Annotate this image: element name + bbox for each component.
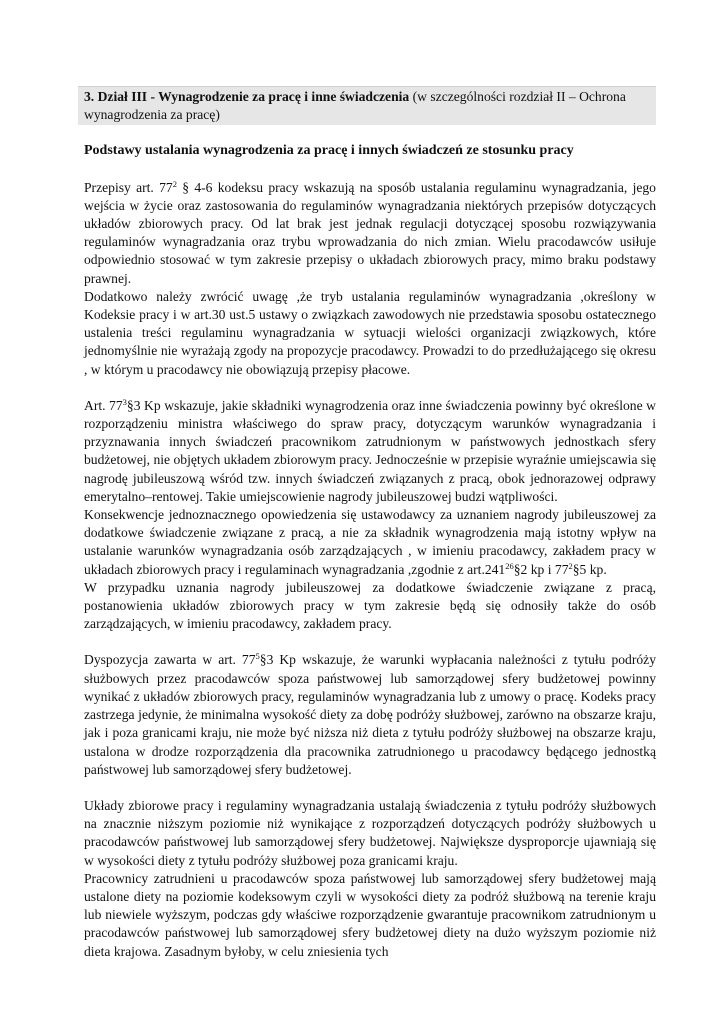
paragraph-1 <box>78 179 656 288</box>
section-heading <box>78 86 656 125</box>
p3-superscript: 3 <box>122 396 127 407</box>
paragraph-2: Dodatkowo należy zwrócić uwagę ,że tryb ustalania regulaminów wynagradzania ,określony w Kodeksie pracy i w art.30 ust.5 ustawy o związkach zawodowych nie przedstawia sposobu ostatecznego ustalenia treści regulaminu wynagradzania w sytuacji wielości organizacji związkowych, które jednomyślnie nie wyrażają zgody na propozycje pracodawcy. Prowadzi to do przedłużającego się okresu , w którym u pracodawcy nie obowiązują przepisy płacowe. <box>84 288 656 377</box>
p6-text-a: Dyspozycja zawarta w art. 77 <box>84 652 256 668</box>
p4-superscript-2: 2 <box>568 560 573 571</box>
p3-text-a: Art. 77 <box>84 397 123 413</box>
p3-text-b: §3 Kp wskazuje, jakie składniki wynagrodzenia oraz inne świadczenia powinny być określone w rozporządzeniu ministra właściwego do spraw pracy, dotyczącym warunków wynagradzania i przyznawania innych świadczeń pracownikom zatrudnionym w państwowych jednostkach sfery budżetowej, nie objętych układem zbiorowym pracy. Jednocześnie w przepisie wyraźnie umiejscawia się nagrodę jubileuszową wśród tzw. innych świadczeń związanych z pracą, obok jednorazowej odprawy emerytalno–rentowej. Takie umiejscowienie nagrody jubileuszowej budzi wątpliwości. <box>84 397 656 504</box>
section-heading-note: (w szczególności rozdział II – Ochrona wynagrodzenia za pracę) <box>84 89 626 123</box>
paragraph-8: Pracownicy zatrudnieni u pracodawców spoza państwowej lub samorządowej sfery budżetowej mają ustalone diety na poziomie kodeksowym czyli w wysokości diety za podróż służbową na terenie kraju lub niewiele wyższym, podczas gdy właściwe rozporządzenie gwarantuje pracownikom zatrudnionym u pracodawców państwowej lub samorządowej sfery budżetowej diety na dużo wyższym poziomie niż dieta krajowa. Zasadnym byłoby, w celu zniesienia tych <box>84 870 656 959</box>
p4-superscript-1: 26 <box>505 560 514 571</box>
spacer <box>78 161 656 179</box>
paragraph-6 <box>78 651 656 778</box>
paragraph-5: W przypadku uznania nagrody jubileuszowej za dodatkowe świadczenie związane z pracą, postanowienia układów zbiorowych pracy w tym zakresie będą się odnosiły także do osób zarządzających, w imieniu pracodawcy, zakładem pracy. <box>84 579 656 632</box>
spacer <box>78 779 656 797</box>
spacer <box>78 633 656 651</box>
document-subtitle: Podstawy ustalania wynagrodzenia za pracę i innych świadczeń ze stosunku pracy <box>84 143 574 159</box>
p6-text-b: §3 Kp wskazuje, że warunki wypłacania należności z tytułu podróży służbowych przez pracodawców spoza państwowej lub samorządowej sfery budżetowej powinny wynikać z układów zbiorowych pracy, regulaminów wynagradzania lub z umowy o pracę. Kodeks pracy zastrzega jedynie, że minimalna wysokość diety za dobę podróży służbowej, zarówno na obszarze kraju, jak i poza granicami kraju, nie może być niższa niż dieta z tytułu podróży służbowej na obszarze kraju, ustalona w drodze rozporządzenia dla pracownika zatrudnionego u pracodawcy będącego jednostką państwowej lub samorządowej sfery budżetowej. <box>84 652 656 777</box>
paragraph-4 <box>78 506 656 579</box>
section-heading-title: 3. Dział III - Wynagrodzenie za pracę i inne świadczenia <box>84 89 410 104</box>
document-page <box>78 86 656 961</box>
paragraph-7: Układy zbiorowe pracy i regulaminy wynagradzania ustalają świadczenia z tytułu podróży służbowych na znacznie niższym poziomie niż wynikające z rozporządzeń dotyczących podróży służbowych u pracodawców państwowej lub samorządowej sfery budżetowej. Największe dysproporcje ujawniają się w wysokości diety z tytułu podróży służbowej poza granicami kraju. <box>84 797 656 868</box>
p4-text-a: Konsekwencje jednoznacznego opowiedzenia się ustawodawcy za uznaniem nagrody jubileuszowej za dodatkowe świadczenie związane z pracą, a nie za składnik wynagrodzenia mają istotny wpływ na ustalanie warunków wynagradzania osób zarządzających , w imieniu pracodawcy, zakładem pracy w układach zbiorowych pracy i regulaminach wynagradzania ,zgodnie z art.241 <box>84 507 656 577</box>
paragraph-3 <box>78 397 656 506</box>
p1-superscript: 2 <box>172 178 177 189</box>
p1-text-a: Przepisy art. 77 <box>84 179 173 195</box>
p4-text-b: §2 kp i 77 <box>513 561 569 577</box>
p1-text-b: § 4-6 kodeksu pracy wskazują na sposób ustalania regulaminu wynagradzania, jego wejścia w życie oraz zastosowania do regulaminów wynagradzania niektórych przepisów dotyczących układów zbiorowych pracy. Od lat brak jest jednak regulacji dotyczącej sposobu rozwiązywania regulaminów wynagradzania oraz trybu wprowadzania do nich zmian. Wielu pracodawców usiłuje odpowiednio stosować w tym zakresie przepisy o układach zbiorowych pracy, mimo braku podstawy prawnej. <box>84 179 656 286</box>
p6-superscript: 5 <box>255 651 260 662</box>
spacer <box>78 379 656 397</box>
p4-text-c: §5 kp. <box>572 561 607 577</box>
